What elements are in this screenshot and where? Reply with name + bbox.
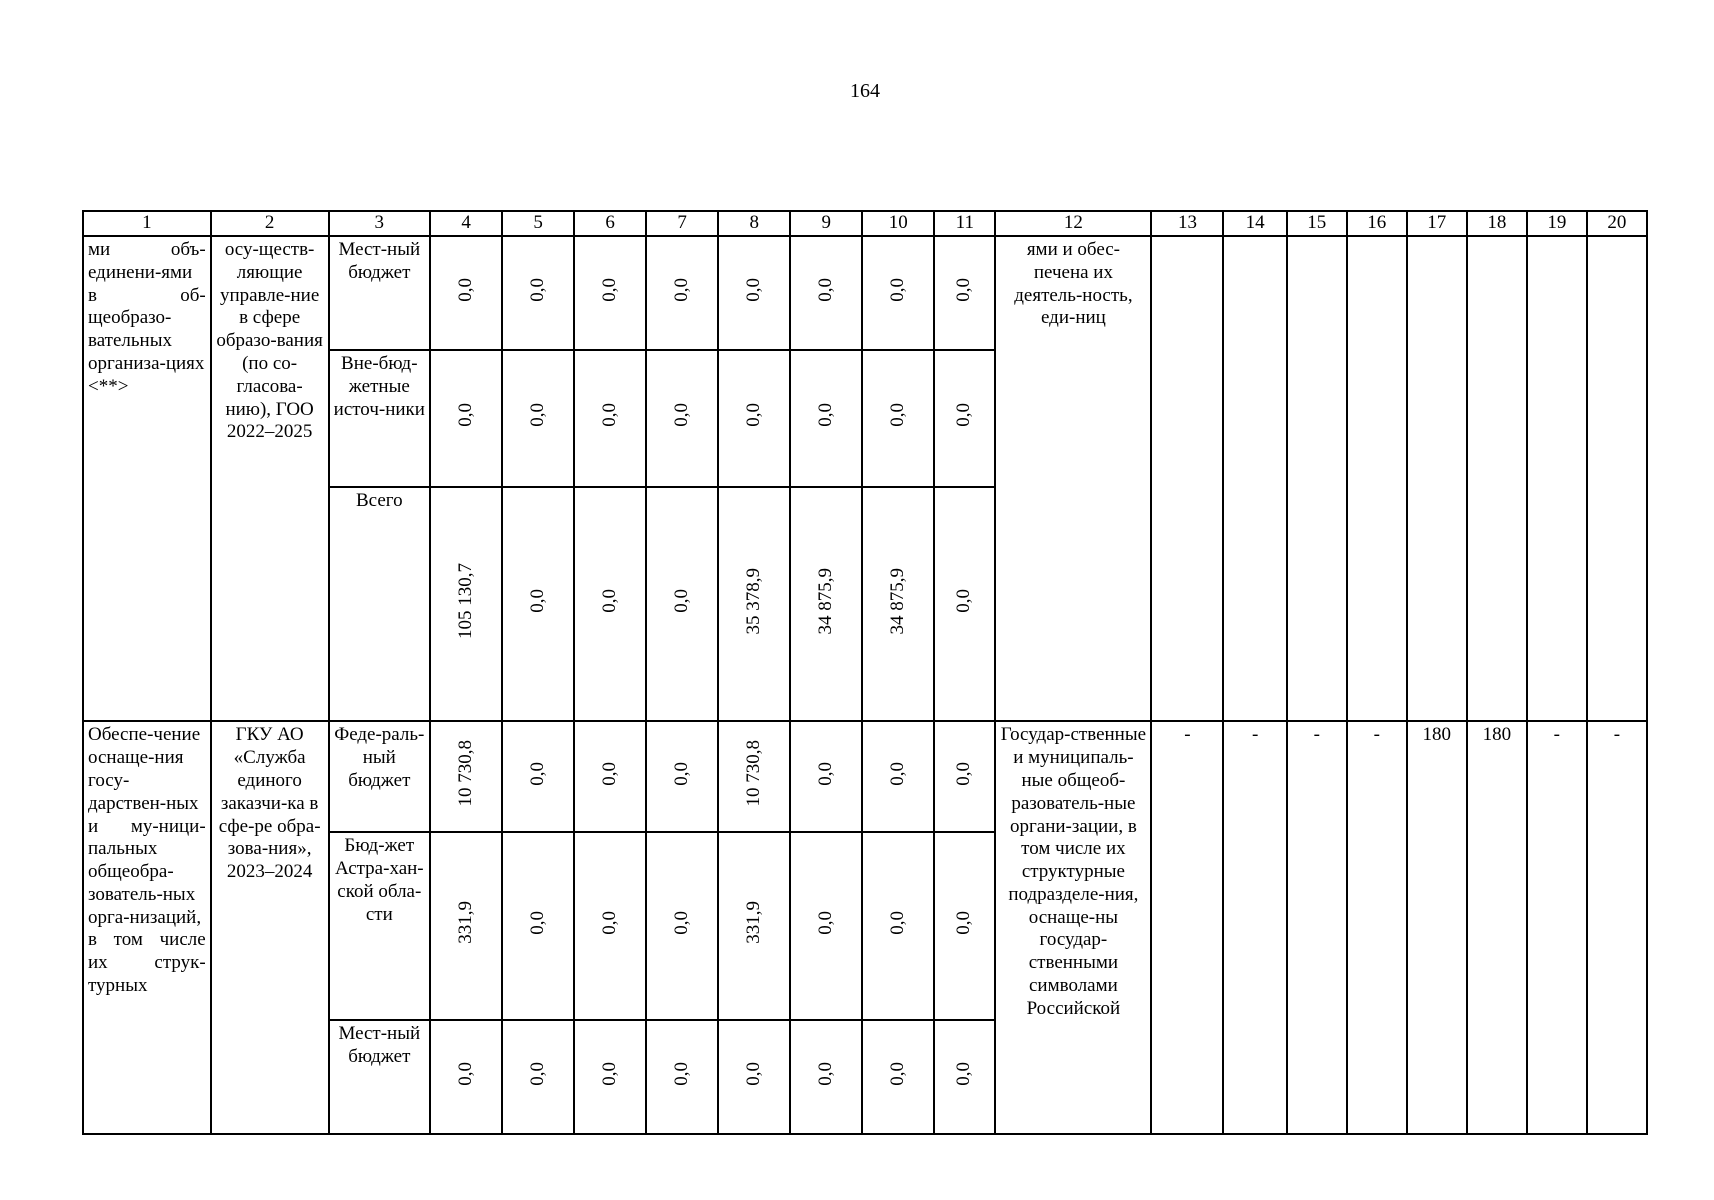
amount-cell: 0,0 (574, 236, 646, 350)
budget-table (82, 210, 1648, 1135)
amount-cell: 0,0 (502, 721, 574, 832)
indicator-description: Государ-ственные и муниципаль-ные общеоб-разователь-ные органи-зации, в том числе их структурные подразделе-ния, оснаще-ны государ-ственными символами Российской (995, 721, 1151, 1134)
amount-cell: 0,0 (646, 721, 718, 832)
amount-cell: 0,0 (502, 350, 574, 487)
amount-cell: 0,0 (862, 832, 934, 1020)
amount-cell: 0,0 (646, 487, 718, 721)
indicator-value (1287, 236, 1347, 721)
funding-source: Вне-бюд-жетные источ-ники (329, 350, 431, 487)
amount-cell: 35 378,9 (718, 487, 790, 721)
amount-cell: 0,0 (790, 832, 862, 1020)
funding-source: Всего (329, 487, 431, 721)
amount-cell: 0,0 (430, 1020, 502, 1134)
responsible-executor: осу-ществ-ляющие управле-ние в сфере образо-вания (по со-гласова-нию), ГОО 2022–2025 (211, 236, 329, 721)
page-number: 164 (850, 80, 880, 102)
amount-cell: 0,0 (934, 487, 995, 721)
amount-cell: 0,0 (790, 1020, 862, 1134)
amount-cell: 0,0 (574, 1020, 646, 1134)
column-header: 9 (790, 211, 862, 236)
indicator-value (1151, 236, 1223, 721)
amount-cell: 0,0 (502, 487, 574, 721)
activity-description: ми объ-единени-ями в об-щеобразо-вательных организа-циях <**> (83, 236, 211, 721)
amount-cell: 0,0 (790, 350, 862, 487)
column-header: 5 (502, 211, 574, 236)
responsible-executor: ГКУ АО «Служба единого заказчи-ка в сфе-ре обра-зова-ния», 2023–2024 (211, 721, 329, 1134)
column-header: 15 (1287, 211, 1347, 236)
column-header: 10 (862, 211, 934, 236)
column-header: 6 (574, 211, 646, 236)
amount-cell: 0,0 (790, 721, 862, 832)
amount-cell: 10 730,8 (430, 721, 502, 832)
amount-cell: 0,0 (646, 350, 718, 487)
indicator-value: 180 (1407, 721, 1467, 1134)
column-header: 18 (1467, 211, 1527, 236)
column-header: 1 (83, 211, 211, 236)
indicator-value (1527, 236, 1587, 721)
amount-cell: 0,0 (646, 1020, 718, 1134)
amount-cell: 0,0 (718, 350, 790, 487)
indicator-value (1347, 236, 1407, 721)
column-header: 11 (934, 211, 995, 236)
amount-cell: 0,0 (934, 1020, 995, 1134)
indicator-value (1223, 236, 1286, 721)
amount-cell: 0,0 (934, 236, 995, 350)
column-header: 3 (329, 211, 431, 236)
indicator-value: - (1347, 721, 1407, 1134)
column-header: 12 (995, 211, 1151, 236)
funding-source: Мест-ный бюджет (329, 236, 431, 350)
amount-cell: 0,0 (934, 350, 995, 487)
table-row (83, 721, 1647, 832)
funding-source: Бюд-жет Астра-хан-ской обла-сти (329, 832, 431, 1020)
column-header: 14 (1223, 211, 1286, 236)
amount-cell: 0,0 (934, 721, 995, 832)
amount-cell: 0,0 (646, 832, 718, 1020)
column-header: 8 (718, 211, 790, 236)
amount-cell: 10 730,8 (718, 721, 790, 832)
column-header: 17 (1407, 211, 1467, 236)
indicator-value: - (1223, 721, 1286, 1134)
amount-cell: 331,9 (430, 832, 502, 1020)
indicator-description: ями и обес-печена их деятель-ность, еди-ниц (995, 236, 1151, 721)
amount-cell: 0,0 (718, 236, 790, 350)
amount-cell: 0,0 (574, 721, 646, 832)
amount-cell: 0,0 (646, 236, 718, 350)
amount-cell: 0,0 (502, 1020, 574, 1134)
amount-cell: 0,0 (574, 487, 646, 721)
table-row (83, 236, 1647, 350)
column-header: 19 (1527, 211, 1587, 236)
amount-cell: 0,0 (502, 236, 574, 350)
indicator-value: - (1527, 721, 1587, 1134)
indicator-value (1467, 236, 1527, 721)
activity-description: Обеспе-чение оснаще-ния госу-дарствен-ных и му-ници-пальных общеобра-зователь-ных орга-низаций, в том числе их струк-турных (83, 721, 211, 1134)
amount-cell: 0,0 (790, 236, 862, 350)
indicator-value: - (1587, 721, 1647, 1134)
indicator-value (1407, 236, 1467, 721)
column-header: 20 (1587, 211, 1647, 236)
column-header: 7 (646, 211, 718, 236)
amount-cell: 0,0 (502, 832, 574, 1020)
amount-cell: 105 130,7 (430, 487, 502, 721)
column-header: 16 (1347, 211, 1407, 236)
amount-cell: 0,0 (430, 236, 502, 350)
amount-cell: 0,0 (862, 236, 934, 350)
amount-cell: 331,9 (718, 832, 790, 1020)
indicator-value: 180 (1467, 721, 1527, 1134)
amount-cell: 0,0 (574, 350, 646, 487)
funding-source: Феде-раль-ный бюджет (329, 721, 431, 832)
column-header: 4 (430, 211, 502, 236)
amount-cell: 0,0 (574, 832, 646, 1020)
column-number-row (83, 211, 1647, 236)
amount-cell: 0,0 (862, 350, 934, 487)
amount-cell: 0,0 (862, 721, 934, 832)
indicator-value (1587, 236, 1647, 721)
amount-cell: 0,0 (718, 1020, 790, 1134)
indicator-value: - (1287, 721, 1347, 1134)
amount-cell: 34 875,9 (790, 487, 862, 721)
amount-cell: 0,0 (430, 350, 502, 487)
amount-cell: 0,0 (934, 832, 995, 1020)
amount-cell: 0,0 (862, 1020, 934, 1134)
column-header: 13 (1151, 211, 1223, 236)
funding-source: Мест-ный бюджет (329, 1020, 431, 1134)
amount-cell: 34 875,9 (862, 487, 934, 721)
indicator-value: - (1151, 721, 1223, 1134)
column-header: 2 (211, 211, 329, 236)
